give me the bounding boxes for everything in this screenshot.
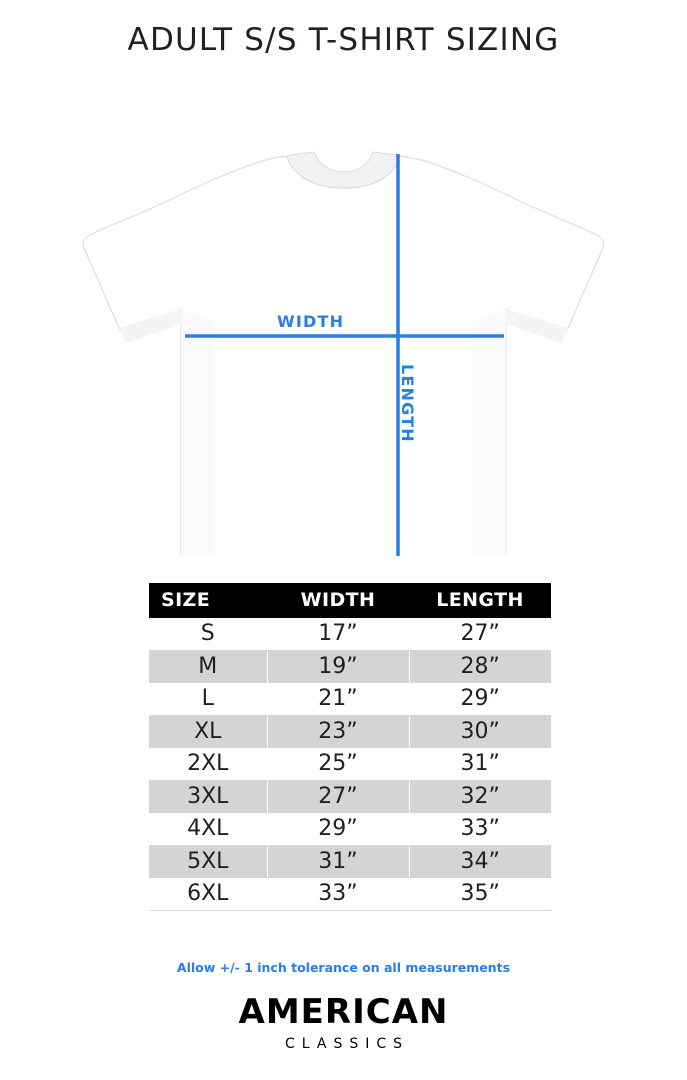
cell-length: 34” [409,846,551,879]
table-row [149,781,551,814]
cell-size: 4XL [149,813,267,846]
cell-length: 29” [409,683,551,716]
table-header-row [149,583,551,618]
table-row [149,716,551,749]
cell-width: 17” [267,618,409,651]
table-row [149,618,551,651]
table-row [149,651,551,684]
tshirt-illustration [0,66,687,556]
length-label: LENGTH [398,364,417,443]
cell-length: 32” [409,781,551,814]
cell-length: 27” [409,618,551,651]
table-row [149,813,551,846]
table-row [149,683,551,716]
brand-name: AMERICAN [238,992,449,1032]
cell-size: L [149,683,267,716]
header-size: SIZE [149,583,267,618]
cell-size: S [149,618,267,651]
cell-size: XL [149,716,267,749]
cell-width: 33” [267,878,409,911]
cell-length: 31” [409,748,551,781]
cell-length: 33” [409,813,551,846]
brand-subtitle: CLASSICS [284,1036,410,1052]
cell-width: 25” [267,748,409,781]
brand-logo [0,992,687,1052]
cell-width: 27” [267,781,409,814]
cell-length: 28” [409,651,551,684]
tolerance-note: Allow +/- 1 inch tolerance on all measurements [176,960,511,975]
table-row [149,748,551,781]
size-table-wrapper [149,583,539,911]
cell-size: 3XL [149,781,267,814]
cell-width: 19” [267,651,409,684]
header-length: LENGTH [409,583,551,618]
cell-width: 23” [267,716,409,749]
shirt-diagram [0,66,687,556]
cell-width: 31” [267,846,409,879]
cell-length: 35” [409,878,551,911]
size-table [149,583,551,911]
cell-size: M [149,651,267,684]
table-row [149,878,551,911]
cell-length: 30” [409,716,551,749]
cell-size: 6XL [149,878,267,911]
header-width: WIDTH [267,583,409,618]
table-row [149,846,551,879]
cell-width: 29” [267,813,409,846]
cell-size: 2XL [149,748,267,781]
cell-width: 21” [267,683,409,716]
page-title: ADULT S/S T-SHIRT SIZING [127,22,560,58]
cell-size: 5XL [149,846,267,879]
width-label: WIDTH [277,312,345,331]
